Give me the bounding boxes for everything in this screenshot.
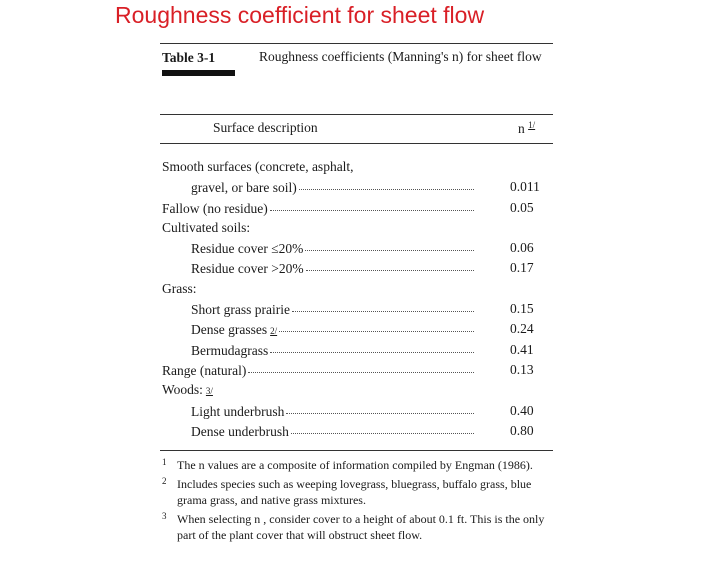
manning-n-value: 0.06 xyxy=(510,240,534,256)
footnote-text: Includes species such as weeping lovegrass, bluegrass, buffalo grass, blue grama grass, and native grass mixtures. xyxy=(177,477,532,507)
column-header-description: Surface description xyxy=(213,120,318,135)
surface-description-text: Dense underbrush xyxy=(191,423,289,439)
header-bottom-rule xyxy=(160,143,553,144)
surface-description xyxy=(162,198,474,219)
surface-description-text: Residue cover ≤20% xyxy=(191,241,304,257)
surface-description-text: Woods: xyxy=(162,382,203,398)
table-row xyxy=(162,340,552,360)
surface-description-text: Bermudagrass xyxy=(191,342,269,358)
surface-description-text: Smooth surfaces (concrete, asphalt, xyxy=(162,159,354,174)
header-top-rule xyxy=(160,114,553,115)
table-row xyxy=(162,198,552,218)
surface-description xyxy=(162,380,213,401)
surface-description xyxy=(162,218,250,238)
table-row xyxy=(162,258,552,278)
footnote-marker: 2/ xyxy=(270,326,278,337)
table-row xyxy=(162,380,552,400)
surface-description-text: Range (natural) xyxy=(162,362,247,378)
dot-leader xyxy=(305,236,474,251)
footnote-number: 2 xyxy=(162,476,167,486)
dot-leader xyxy=(291,419,474,434)
manning-n-value: 0.80 xyxy=(510,422,534,438)
surface-description xyxy=(162,360,474,381)
footnotes xyxy=(162,457,562,546)
surface-description-text: Grass: xyxy=(162,280,197,296)
table-row xyxy=(162,360,552,380)
manning-n-value: 0.15 xyxy=(510,301,534,317)
table-bottom-rule xyxy=(160,450,553,451)
surface-description-text: Dense grasses xyxy=(191,322,268,338)
manning-n-value: 0.17 xyxy=(510,260,534,276)
dot-leader xyxy=(286,399,474,414)
surface-description-text: Short grass prairie xyxy=(191,302,290,318)
table-row xyxy=(162,238,552,258)
footnote-text: The n values are a composite of information compiled by Engman (1986). xyxy=(177,458,533,472)
table-row xyxy=(162,157,552,177)
dot-leader xyxy=(306,256,474,271)
manning-n-value: 0.41 xyxy=(510,341,534,357)
slide-title: Roughness coefficient for sheet flow xyxy=(115,2,485,28)
footnote-text: When selecting n , consider cover to a height of about 0.1 ft. This is the only part of the plant cover that will obstruct sheet flow. xyxy=(177,512,545,542)
dot-leader xyxy=(248,358,474,373)
dot-leader xyxy=(270,196,474,211)
table-label: Table 3-1 xyxy=(162,50,216,65)
footnote xyxy=(162,457,562,473)
footnote xyxy=(162,476,562,508)
surface-description-text: Light underbrush xyxy=(191,403,285,419)
table-row xyxy=(162,401,552,421)
table-label-bar xyxy=(162,70,235,76)
manning-n-value: 0.24 xyxy=(510,321,534,337)
footnote-number: 3 xyxy=(162,511,167,521)
manning-n-value: 0.40 xyxy=(510,402,534,418)
table-row xyxy=(162,177,552,197)
dot-leader xyxy=(292,297,474,312)
top-rule xyxy=(160,43,553,44)
footnote xyxy=(162,511,562,543)
surface-description xyxy=(162,157,354,177)
surface-description xyxy=(162,279,197,299)
column-header-n-footnote: 1/ xyxy=(528,120,536,130)
manning-n-value: 0.011 xyxy=(510,179,540,195)
surface-description xyxy=(191,258,474,279)
dot-leader xyxy=(279,317,474,332)
table-caption: Roughness coefficients (Manning's n) for sheet flow xyxy=(259,49,542,64)
table-row xyxy=(162,299,552,319)
table-row xyxy=(162,319,552,339)
footnote-marker: 3/ xyxy=(205,386,213,397)
table-row xyxy=(162,279,552,299)
column-header-n xyxy=(518,120,535,137)
manning-n-value: 0.05 xyxy=(510,199,534,215)
table-row xyxy=(162,218,552,238)
column-header-n-text: n xyxy=(518,121,525,136)
table-body xyxy=(162,157,552,441)
dot-leader xyxy=(270,338,474,353)
surface-description-text: Residue cover >20% xyxy=(191,261,304,277)
table-row xyxy=(162,421,552,441)
surface-description-text: Fallow (no residue) xyxy=(162,200,268,216)
dot-leader xyxy=(299,175,474,190)
manning-n-value: 0.13 xyxy=(510,361,534,377)
surface-description-text: gravel, or bare soil) xyxy=(191,180,297,196)
surface-description-text: Cultivated soils: xyxy=(162,219,251,235)
footnote-number: 1 xyxy=(162,457,167,467)
surface-description xyxy=(191,421,474,442)
